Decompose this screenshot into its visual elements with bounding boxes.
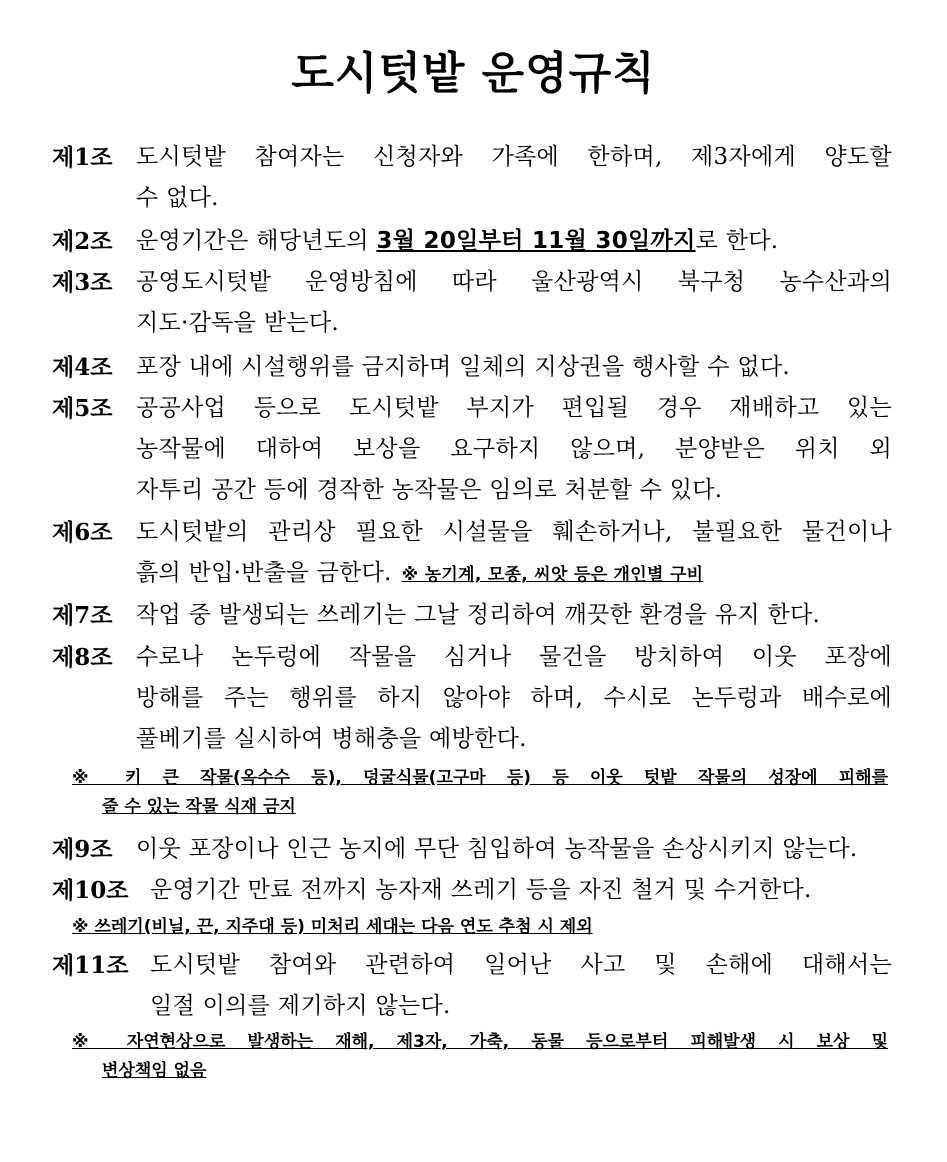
article-label: 제9조 [52,836,113,863]
article-text: 흙의 반입·반출을 금한다. [136,560,392,586]
article-label: 제8조 [52,644,113,671]
article-line: 포장 내에 시설행위를 금지하며 일체의 지상권을 행사할 수 없다. [136,354,790,380]
article-line: 수로나 논두렁에 작물을 심거나 물건을 방치하여 이웃 포장에 [136,644,892,670]
article-line: 지도·감독을 받는다. [136,310,339,336]
article-label: 제2조 [52,228,113,255]
article-5 [52,388,892,511]
article-8-note [72,764,888,822]
article-3 [52,262,892,344]
article-line [136,221,892,262]
article-label: 제11조 [52,952,129,979]
article-body [52,945,892,1027]
article-2 [52,221,892,262]
article-body [52,388,892,511]
operating-period-highlight: 3월 20일부터 11월 30일까지 [376,228,696,254]
document-title: 도시텃밭 운영규칙 [291,48,656,99]
article-body [52,512,892,596]
article-line: 방해를 주는 행위를 하지 않아야 하며, 수시로 논두렁과 배수로에 [136,685,892,711]
article-4 [52,347,892,388]
note-line: 변상책임 없음 [102,1061,207,1081]
supplies-note: ※ 농기계, 모종, 씨앗 등은 개인별 구비 [401,565,704,585]
article-11 [52,945,892,1027]
article-line: 일절 이의를 제기하지 않는다. [150,993,451,1019]
article-9 [52,829,892,870]
article-line: 도시텃밭 참여와 관련하여 일어난 사고 및 손해에 대해서는 [150,952,892,978]
note-line: 줄 수 있는 작물 식재 금지 [102,797,296,817]
article-line: 작업 중 발생되는 쓰레기는 그날 정리하여 깨끗한 환경을 유지 한다. [136,602,821,628]
article-body [52,637,892,760]
article-line: 자투리 공간 등에 경작한 농작물은 임의로 처분할 수 있다. [136,477,723,503]
article-11-note [72,1028,888,1086]
article-6 [52,512,892,596]
article-7 [52,595,892,636]
article-line: 공공사업 등으로 도시텃밭 부지가 편입될 경우 재배하고 있는 [136,395,892,421]
article-label: 제3조 [52,269,113,296]
article-8 [52,637,892,760]
article-line: 공영도시텃밭 운영방침에 따라 울산광역시 북구청 농수산과의 [136,269,892,295]
article-body [52,347,892,388]
article-line: 풀베기를 실시하여 병해충을 예방한다. [136,726,527,752]
article-line: 도시텃밭 참여자는 신청자와 가족에 한하며, 제3자에게 양도할 [136,144,892,170]
article-label: 제6조 [52,519,113,546]
article-line: 농작물에 대하여 보상을 요구하지 않으며, 분양받은 위치 외 [136,436,892,462]
article-body [52,829,892,870]
article-body [52,262,892,344]
article-line: 수 없다. [136,185,219,211]
article-line: 이웃 포장이나 인근 농지에 무단 침입하여 농작물을 손상시키지 않는다. [136,836,858,862]
article-body [52,137,892,219]
article-body [52,595,892,636]
article-text: 로 한다. [695,228,779,254]
article-label: 제5조 [52,395,113,422]
article-text: 운영기간은 해당년도의 [136,228,377,254]
article-10 [52,870,892,911]
article-1 [52,137,892,219]
article-label: 제10조 [52,877,129,904]
article-10-note: ※ 쓰레기(비닐, 끈, 지주대 등) 미처리 세대는 다음 연도 추첨 시 제외 [72,917,593,937]
article-label: 제1조 [52,144,113,171]
note-line: ※ 키 큰 작물(옥수수 등), 덩굴식물(고구마 등) 등 이웃 텃밭 작물의 성장에 피해를 [72,768,888,788]
article-label: 제4조 [52,354,113,381]
article-body [52,870,892,911]
article-line: 운영기간 만료 전까지 농자재 쓰레기 등을 자진 철거 및 수거한다. [150,877,812,903]
article-line: 도시텃밭의 관리상 필요한 시설물을 훼손하거나, 불필요한 물건이나 [136,519,892,545]
article-label: 제7조 [52,602,113,629]
article-line [136,553,892,596]
note-line: ※ 자연현상으로 발생하는 재해, 제3자, 가축, 동물 등으로부터 피해발생 시 보상 및 [72,1032,888,1052]
article-body [52,221,892,262]
